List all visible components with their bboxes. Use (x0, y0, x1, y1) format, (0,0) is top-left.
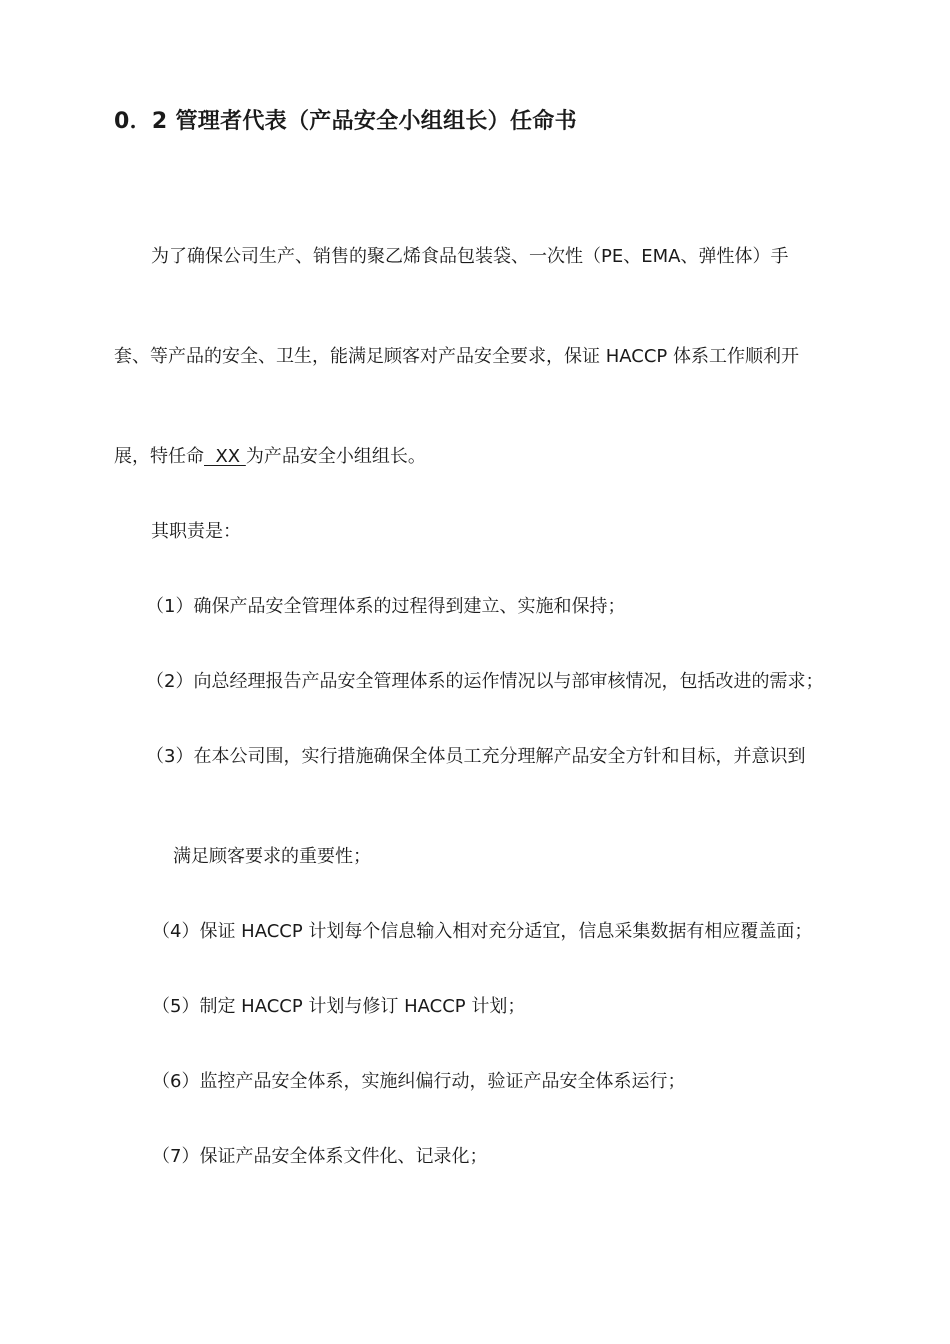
appointee-name: XX (204, 446, 246, 467)
intro-line-3-suffix: 为产品安全小组组长。 (245, 446, 426, 467)
document-title: 0．2 管理者代表（产品安全小组组长）任命书 (114, 109, 577, 134)
duty-item-1: （1）确保产品安全管理体系的过程得到建立、实施和保持； (146, 596, 626, 617)
duty-item-3: （3）在本公司围，实行措施确保全体员工充分理解产品安全方针和目标，并意识到 (146, 746, 806, 767)
duty-item-3-continued: 满足顾客要求的重要性； (173, 846, 371, 867)
intro-line-1: 为了确保公司生产、销售的聚乙烯食品包装袋、一次性（PE、EMA、弹性体）手 (151, 246, 789, 267)
intro-line-3-prefix: 展，特任命 (114, 446, 204, 467)
duty-item-7: （7）保证产品安全体系文件化、记录化； (152, 1146, 488, 1167)
duties-heading: 其职责是： (151, 521, 241, 542)
intro-line-2: 套、等产品的安全、卫生，能满足顾客对产品安全要求，保证 HACCP 体系工作顺利开 (114, 346, 799, 367)
duty-item-5: （5）制定 HACCP 计划与修订 HACCP 计划； (152, 996, 526, 1017)
duty-item-6: （6）监控产品安全体系，实施纠偏行动，验证产品安全体系运行； (152, 1071, 686, 1092)
duty-item-2: （2）向总经理报告产品安全管理体系的运作情况以与部审核情况，包括改进的需求； (146, 671, 824, 692)
duty-item-4: （4）保证 HACCP 计划每个信息输入相对充分适宜，信息采集数据有相应覆盖面； (152, 921, 813, 942)
intro-line-3 (114, 445, 426, 469)
